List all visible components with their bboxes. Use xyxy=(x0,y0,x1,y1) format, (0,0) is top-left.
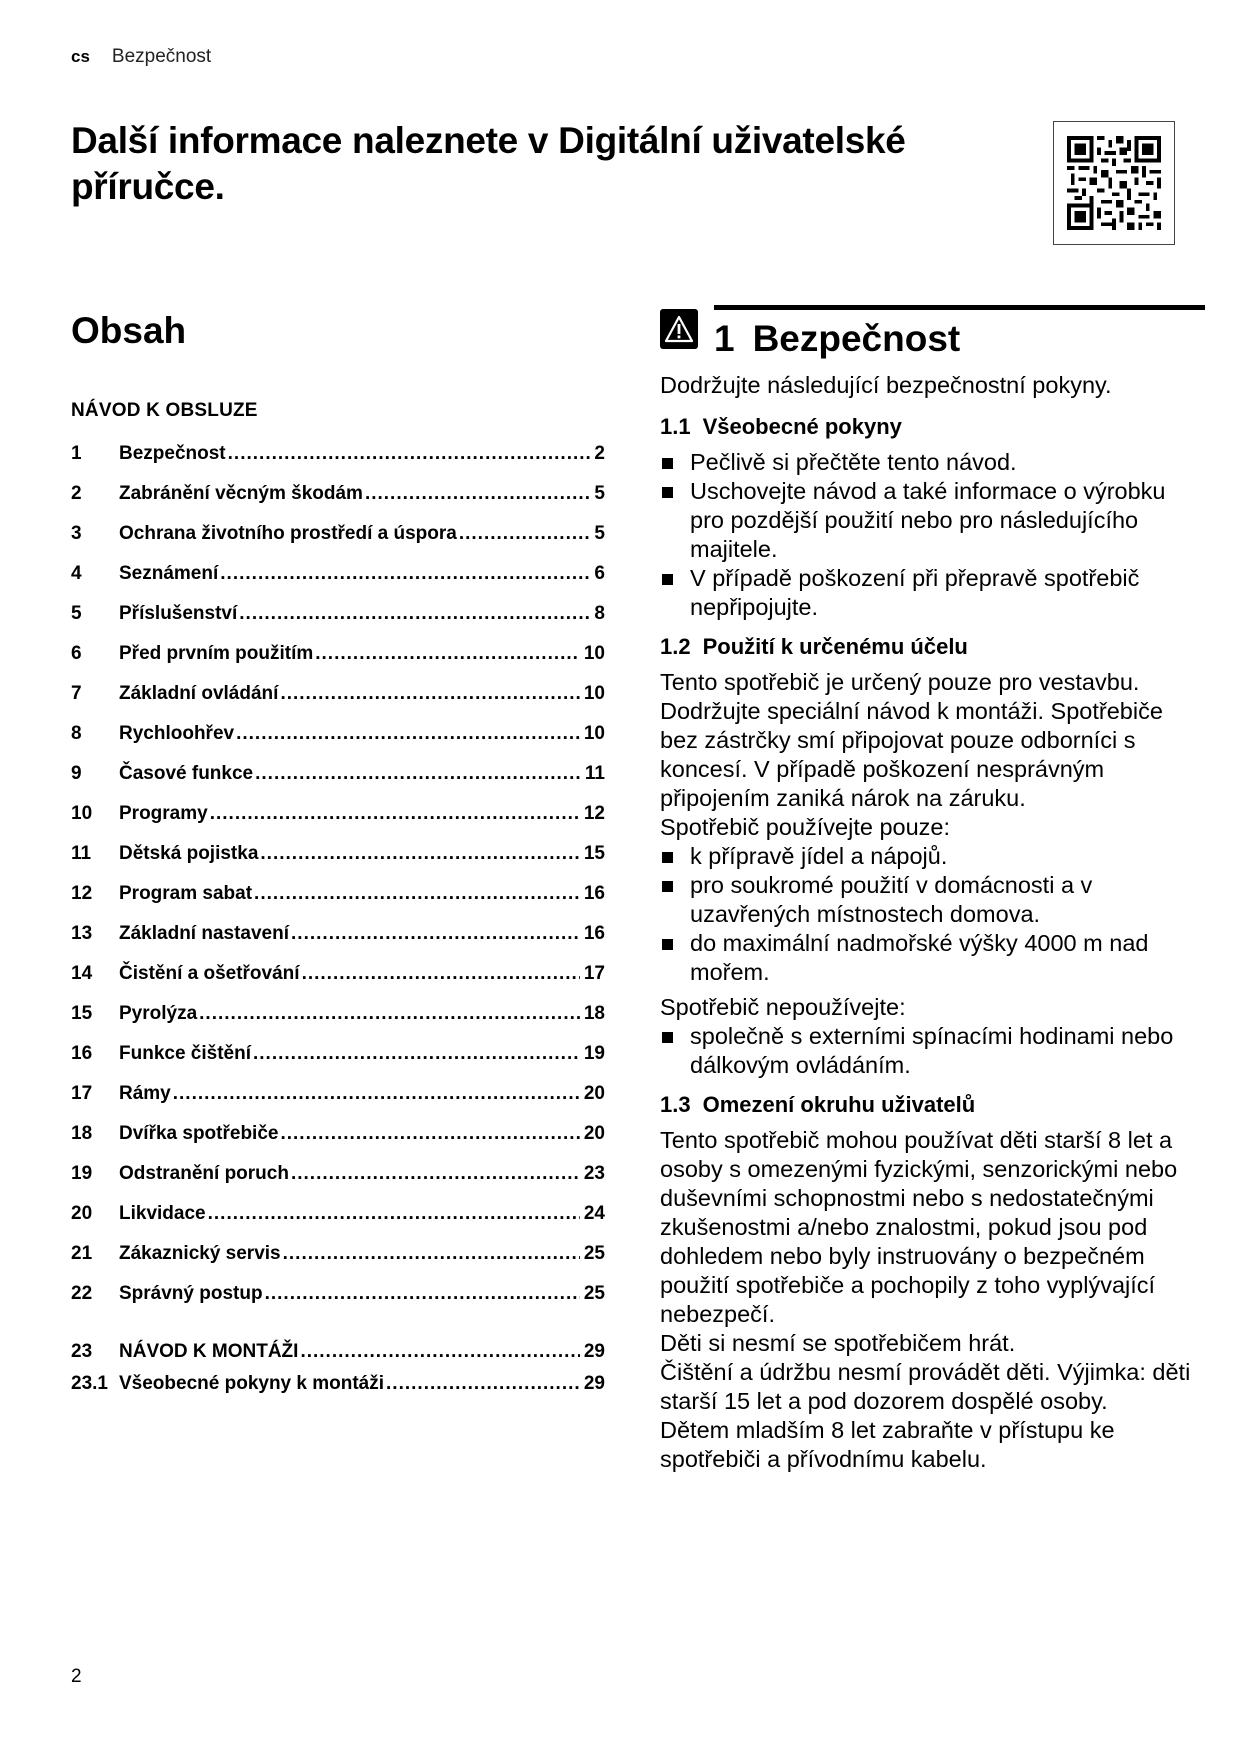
toc-item-number: 3 xyxy=(71,523,82,544)
toc-item-title: Před prvním použitím xyxy=(119,643,314,664)
leader-dots xyxy=(265,1274,580,1314)
page-number: 2 xyxy=(71,1666,82,1687)
toc-item-title: Odstranění poruch xyxy=(119,1163,289,1184)
toc-item-page: 11 xyxy=(584,763,605,784)
toc-item[interactable] xyxy=(71,1154,605,1194)
toc-item-page: 29 xyxy=(583,1341,605,1362)
leader-dots xyxy=(291,1154,580,1194)
section-number: 1.2 xyxy=(660,634,691,659)
section-number: 1.1 xyxy=(660,414,691,439)
toc-item[interactable] xyxy=(71,794,605,834)
qr-code-icon xyxy=(1067,136,1161,230)
user-restrictions-paragraph: Tento spotřebič mohou používat děti starší 8 let a osoby s omezenými fyzickými, senzorickými nebo duševními schopnostmi nebo s nedostatečnými zkušenostmi a/nebo znalostmi, pokud jsou pod dohledem nebo byly instruovány o bezpečném použití spotřebiče a pochopily z toho vyplývající nebezpečí. xyxy=(660,1127,1178,1327)
toc-item[interactable] xyxy=(71,994,605,1034)
list-item: k přípravě jídel a nápojů. xyxy=(660,842,1195,871)
use-only-label: Spotřebič používejte pouze: xyxy=(660,814,951,840)
toc-item[interactable] xyxy=(71,474,605,514)
toc-item-title: Rychloohřev xyxy=(119,723,235,744)
toc-spacer xyxy=(71,1314,605,1336)
use-only-list xyxy=(660,842,1195,987)
leader-dots xyxy=(315,634,580,674)
list-item: V případě poškození při přepravě spotřebič nepřipojujte. xyxy=(660,564,1195,622)
toc-item[interactable] xyxy=(71,954,605,994)
header-section-title: Bezpečnost xyxy=(111,46,212,67)
children-play-paragraph: Děti si nesmí se spotřebičem hrát. xyxy=(660,1330,1016,1356)
leader-dots xyxy=(173,1074,580,1114)
toc-item-number: 19 xyxy=(71,1163,93,1184)
table-of-contents xyxy=(71,308,605,1400)
toc-group-label: NÁVOD K OBSLUZE xyxy=(71,400,258,421)
toc-item-number: 8 xyxy=(71,723,82,744)
toc-item-title: Funkce čištění xyxy=(119,1043,251,1064)
toc-item-page: 16 xyxy=(583,883,605,904)
toc-item-page: 25 xyxy=(583,1243,605,1264)
section-title: Použití k určenému účelu xyxy=(702,634,968,659)
toc-item-number: 23 xyxy=(71,1341,93,1362)
toc-item-page: 12 xyxy=(583,803,605,824)
toc-item-page: 25 xyxy=(583,1283,605,1304)
toc-item[interactable] xyxy=(71,1194,605,1234)
do-not-use-list xyxy=(660,1022,1195,1080)
leader-dots xyxy=(228,434,591,474)
toc-item-number: 20 xyxy=(71,1203,93,1224)
toc-item[interactable] xyxy=(71,594,605,634)
toc-item-page: 29 xyxy=(583,1373,605,1394)
toc-item-page: 5 xyxy=(594,483,605,504)
running-header xyxy=(71,46,211,68)
leader-dots xyxy=(210,794,580,834)
leader-dots xyxy=(283,1234,580,1274)
toc-item-number: 23.1 xyxy=(71,1373,108,1394)
leader-dots xyxy=(365,474,590,514)
digital-manual-title: Další informace naleznete v Digitální uživatelské příručce. xyxy=(71,120,906,207)
toc-item-page: 20 xyxy=(583,1083,605,1104)
toc-item-title: NÁVOD K MONTÁŽI xyxy=(119,1341,299,1362)
toc-item-number: 11 xyxy=(71,843,92,864)
intended-use-text: Tento spotřebič je určený pouze pro vestavbu. Dodržujte speciální návod k montáži. Spotřebiče bez zástrčky smí připojovat pouze odborníci s koncesí. V případě poškození nesprávným připojením zaniká nárok na záruku. xyxy=(660,669,1163,811)
section-title: Všeobecné pokyny xyxy=(702,414,902,439)
toc-item-title: Časové funkce xyxy=(119,763,254,784)
leader-dots xyxy=(291,914,580,954)
toc-item-title: Likvidace xyxy=(119,1203,206,1224)
list-item: do maximální nadmořské výšky 4000 m nad mořem. xyxy=(660,929,1195,987)
toc-item[interactable] xyxy=(71,634,605,674)
toc-item[interactable] xyxy=(71,554,605,594)
section-heading-general xyxy=(660,412,1195,442)
leader-dots xyxy=(459,514,591,554)
toc-item[interactable] xyxy=(71,1114,605,1154)
section-heading-intended-use xyxy=(660,632,1195,662)
toc-item-number: 1 xyxy=(71,443,82,464)
toc-item-number: 17 xyxy=(71,1083,93,1104)
toc-item-number: 4 xyxy=(71,563,82,584)
section-number: 1.3 xyxy=(660,1092,691,1117)
leader-dots xyxy=(280,1114,579,1154)
leader-dots xyxy=(236,714,580,754)
chapter-heading xyxy=(660,303,1195,361)
toc-item[interactable] xyxy=(71,1274,605,1314)
warning-icon xyxy=(660,309,698,349)
leader-dots xyxy=(260,834,579,874)
toc-item[interactable] xyxy=(71,514,605,554)
chapter-rule-divider xyxy=(714,305,1205,310)
chapter-number: 1 xyxy=(714,318,735,359)
list-item: Pečlivě si přečtěte tento návod. xyxy=(660,448,1195,477)
toc-item-number: 12 xyxy=(71,883,93,904)
leader-dots xyxy=(239,594,590,634)
toc-item-number: 10 xyxy=(71,803,93,824)
toc-item-page: 8 xyxy=(594,603,605,624)
toc-item-page: 20 xyxy=(583,1123,605,1144)
cleaning-children-paragraph: Čištění a údržbu nesmí provádět děti. Výjimka: děti starší 15 let a pod dozorem dospělé osoby. xyxy=(660,1359,1191,1414)
toc-item-page: 15 xyxy=(583,843,605,864)
toc-item-title: Základní ovládání xyxy=(119,683,279,704)
toc-item-page: 19 xyxy=(583,1043,605,1064)
toc-item-page: 23 xyxy=(583,1163,605,1184)
chapter-title xyxy=(714,317,960,361)
toc-item-title: Bezpečnost xyxy=(119,443,226,464)
leader-dots xyxy=(302,954,580,994)
toc-item-number: 14 xyxy=(71,963,93,984)
list-item: společně s externími spínacími hodinami nebo dálkovým ovládáním. xyxy=(660,1022,1195,1080)
toc-item-title: Zabránění věcným škodám xyxy=(119,483,363,504)
toc-heading: Obsah xyxy=(71,310,187,351)
toc-item-number: 18 xyxy=(71,1123,93,1144)
toc-item-number: 13 xyxy=(71,923,93,944)
leader-dots xyxy=(300,1336,579,1368)
toc-item-page: 10 xyxy=(583,683,605,704)
leader-dots xyxy=(280,674,579,714)
general-instructions-list xyxy=(660,448,1195,622)
toc-item[interactable] xyxy=(71,914,605,954)
leader-dots xyxy=(253,1034,580,1074)
toc-item-page: 10 xyxy=(583,723,605,744)
toc-item[interactable] xyxy=(71,674,605,714)
section-title: Omezení okruhu uživatelů xyxy=(702,1092,976,1117)
list-item: Uschovejte návod a také informace o výrobku pro pozdější použití nebo pro následujícího majitele. xyxy=(660,477,1195,564)
toc-item-page: 6 xyxy=(594,563,605,584)
toc-item-title: Dětská pojistka xyxy=(119,843,259,864)
toc-item[interactable] xyxy=(71,874,605,914)
toc-item-number: 6 xyxy=(71,643,82,664)
toc-item-page: 17 xyxy=(583,963,605,984)
toc-item-title: Seznámení xyxy=(119,563,219,584)
toc-item-title: Zákaznický servis xyxy=(119,1243,281,1264)
toc-item[interactable] xyxy=(71,1074,605,1114)
toc-item-title: Dvířka spotřebiče xyxy=(119,1123,279,1144)
toc-item[interactable] xyxy=(71,754,605,794)
language-code: cs xyxy=(71,47,90,66)
toc-item-number: 22 xyxy=(71,1283,93,1304)
leader-dots xyxy=(386,1368,580,1400)
toc-item-number: 2 xyxy=(71,483,82,504)
leader-dots xyxy=(220,554,590,594)
toc-item-title: Správný postup xyxy=(119,1283,263,1304)
toc-item-number: 15 xyxy=(71,1003,93,1024)
toc-item-page: 2 xyxy=(594,443,605,464)
toc-item-installation-general[interactable] xyxy=(71,1368,605,1400)
toc-item-number: 16 xyxy=(71,1043,93,1064)
toc-item-number: 7 xyxy=(71,683,82,704)
toc-item-page: 24 xyxy=(583,1203,605,1224)
toc-item-title: Základní nastavení xyxy=(119,923,290,944)
section-heading-user-restrictions xyxy=(660,1090,1195,1120)
toc-item-page: 5 xyxy=(594,523,605,544)
safety-chapter xyxy=(660,303,1195,1474)
leader-dots xyxy=(255,754,581,794)
chapter-title-text: Bezpečnost xyxy=(752,318,961,359)
toc-item[interactable] xyxy=(71,834,605,874)
toc-item-title: Ochrana životního prostředí a úspora xyxy=(119,523,457,544)
toc-item-number: 9 xyxy=(71,763,82,784)
toc-item-title: Programy xyxy=(119,803,208,824)
toc-item[interactable] xyxy=(71,434,605,474)
toc-item-number: 5 xyxy=(71,603,82,624)
toc-item[interactable] xyxy=(71,714,605,754)
list-item: pro soukromé použití v domácnosti a v uzavřených místnostech domova. xyxy=(660,871,1195,929)
qr-code[interactable] xyxy=(1053,121,1175,245)
toc-item-title: Pyrolýza xyxy=(119,1003,198,1024)
toc-item-page: 16 xyxy=(583,923,605,944)
chapter-intro: Dodržujte následující bezpečnostní pokyny. xyxy=(660,372,1112,398)
do-not-use-label: Spotřebič nepoužívejte: xyxy=(660,994,906,1020)
toc-item[interactable] xyxy=(71,1034,605,1074)
leader-dots xyxy=(199,994,580,1034)
toc-item[interactable] xyxy=(71,1234,605,1274)
toc-item-installation[interactable] xyxy=(71,1336,605,1368)
toc-item-page: 10 xyxy=(583,643,605,664)
children-access-paragraph: Dětem mladším 8 let zabraňte v přístupu ke spotřebiči a přívodnímu kabelu. xyxy=(660,1417,1115,1472)
toc-item-title: Rámy xyxy=(119,1083,171,1104)
leader-dots xyxy=(254,874,580,914)
toc-item-number: 21 xyxy=(71,1243,93,1264)
toc-item-title: Příslušenství xyxy=(119,603,238,624)
toc-item-page: 18 xyxy=(583,1003,605,1024)
toc-item-title: Všeobecné pokyny k montáži xyxy=(119,1373,385,1394)
toc-item-title: Čistění a ošetřování xyxy=(119,963,300,984)
leader-dots xyxy=(208,1194,580,1234)
toc-item-title: Program sabat xyxy=(119,883,253,904)
